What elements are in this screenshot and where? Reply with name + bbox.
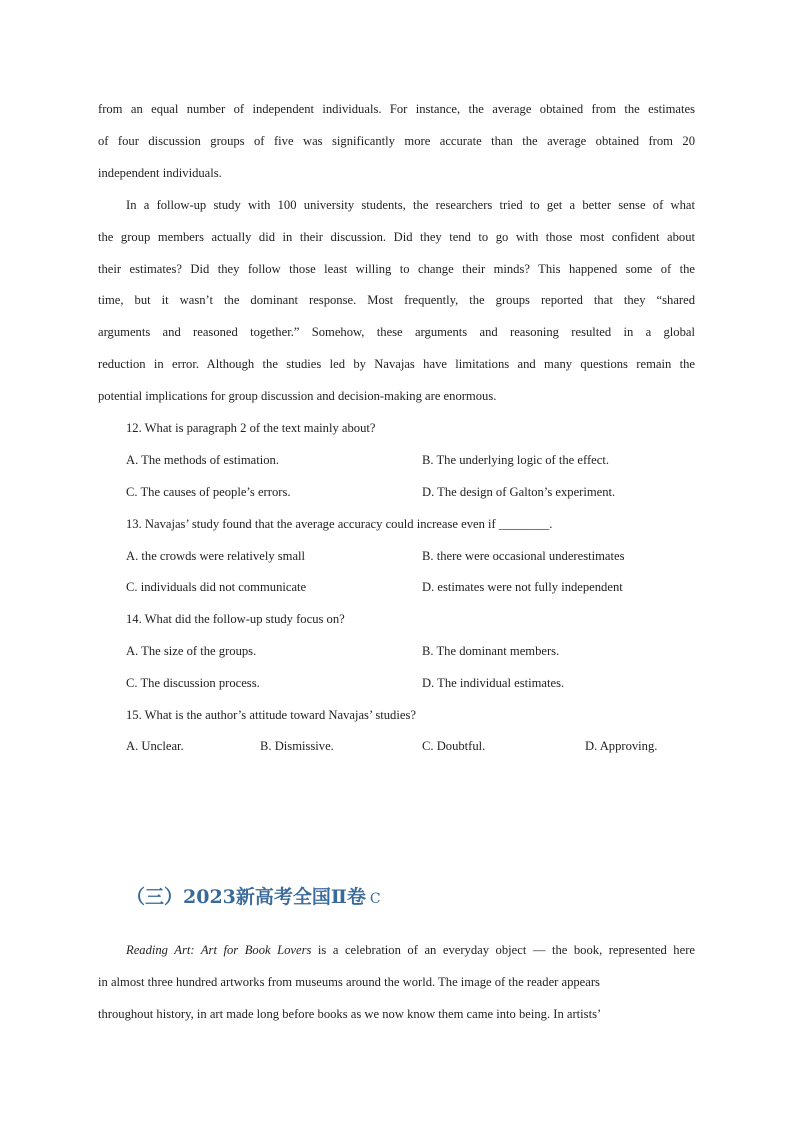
text-line: potential implications for group discussion and decision-making are enormous. [98, 388, 497, 403]
question-12-stem: 12. What is paragraph 2 of the text mainly about? [126, 421, 376, 435]
question-14-option-a: A. The size of the groups. [126, 644, 257, 658]
text-line [98, 935, 695, 967]
question-14-option-c: C. The discussion process. [126, 676, 260, 690]
paragraph-follow-up-study [98, 190, 695, 413]
text-line: the group members actually did in their discussion. Did they tend to go with those most confident about [98, 229, 695, 244]
question-13-option-a: A. the crowds were relatively small [126, 549, 306, 563]
text-line: reduction in error. Although the studies led by Navajas have limitations and many questions remain the [98, 356, 695, 371]
question-13-stem: 13. Navajas’ study found that the average accuracy could increase even if ________. [126, 517, 553, 531]
book-title: Reading Art: Art for Book Lovers [126, 943, 312, 957]
text-line: time, but it wasn’t the dominant response. Most frequently, the groups reported that they “shared [98, 293, 695, 308]
question-12-option-d: D. The design of Galton’s experiment. [422, 485, 616, 499]
paragraph-reading-art [98, 935, 695, 1030]
text-line: independent individuals. [98, 165, 222, 180]
section-heading-title: （三）2023新高考全国Ⅱ卷 [126, 886, 366, 908]
text-line: of four discussion groups of five was significantly more accurate than the average obtained from 20 [98, 133, 695, 148]
text-line: their estimates? Did they follow those least willing to change their minds? This happened some of the [98, 261, 695, 276]
text-line: arguments and reasoned together.” Somehow, these arguments and reasoning resulted in a global [98, 325, 695, 340]
question-14-option-d: D. The individual estimates. [422, 676, 565, 690]
section-heading [126, 882, 381, 909]
text-line: throughout history, in art made long before books as we now know them came into being. In artists’ [98, 1006, 602, 1021]
text-line: in almost three hundred artworks from museums around the world. The image of the reader appears [98, 974, 600, 989]
question-13-option-b: B. there were occasional underestimates [422, 549, 625, 563]
question-13-option-c: C. individuals did not communicate [126, 580, 307, 594]
text-fragment: is a celebration of an everyday object — the book, represented here [311, 943, 695, 957]
question-12-option-c: C. The causes of people’s errors. [126, 485, 291, 499]
question-14-stem: 14. What did the follow-up study focus on? [126, 612, 345, 626]
question-15-stem: 15. What is the author’s attitude toward Navajas’ studies? [126, 708, 416, 722]
text-line: In a follow-up study with 100 university students, the researchers tried to get a better sense of what [126, 198, 695, 212]
section-heading-passage-letter: C [369, 891, 381, 907]
question-14-option-b: B. The dominant members. [422, 644, 560, 658]
question-12-option-a: A. The methods of estimation. [126, 453, 279, 467]
question-15-option-b: B. Dismissive. [260, 739, 334, 753]
question-15-option-d: D. Approving. [585, 739, 658, 753]
question-15-option-c: C. Doubtful. [422, 739, 486, 753]
question-13-option-d: D. estimates were not fully independent [422, 580, 623, 594]
question-12-option-b: B. The underlying logic of the effect. [422, 453, 609, 467]
paragraph-continuation [98, 94, 695, 189]
text-line: from an equal number of independent individuals. For instance, the average obtained from the estimates [98, 102, 695, 116]
question-15-option-a: A. Unclear. [126, 739, 184, 753]
